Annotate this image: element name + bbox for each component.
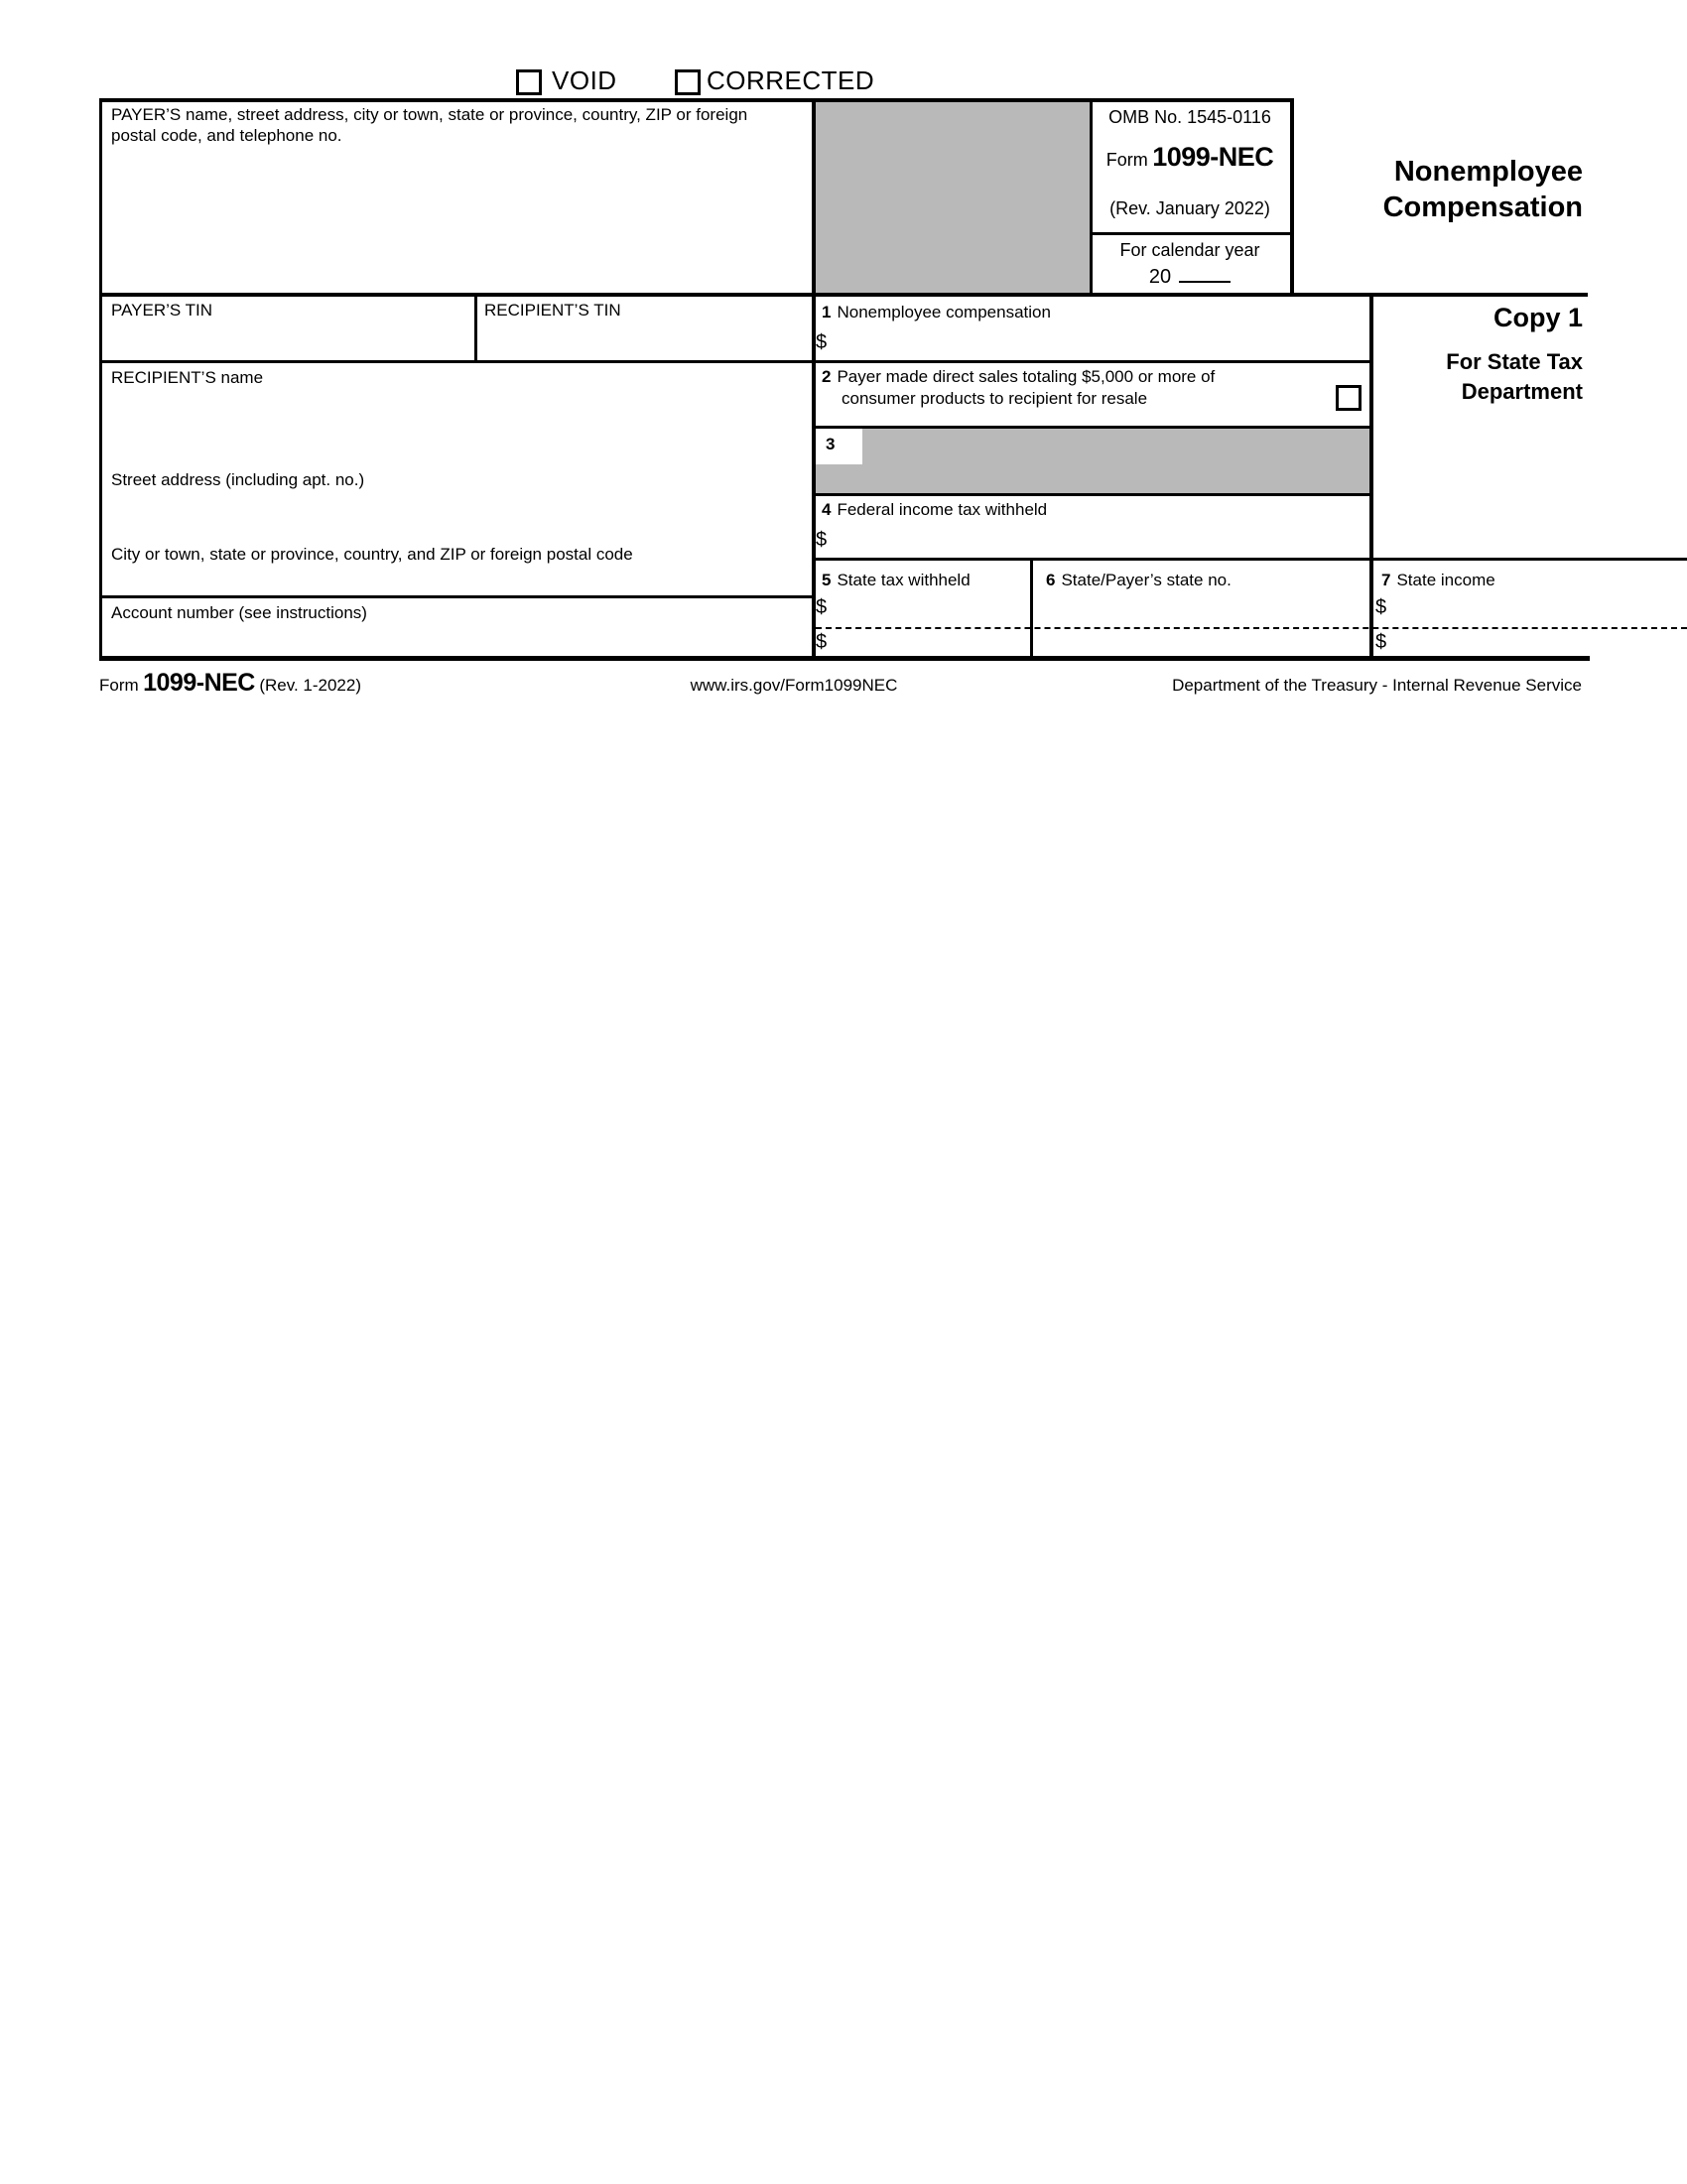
footer-form-id bbox=[99, 669, 361, 698]
calendar-year-entry[interactable] bbox=[1090, 261, 1290, 289]
account-number-label: Account number (see instructions) bbox=[111, 603, 367, 622]
recipient-tin-label: RECIPIENT’S TIN bbox=[484, 301, 621, 320]
box7-amount-field-bottom[interactable] bbox=[1399, 630, 1677, 654]
line-row4 bbox=[812, 493, 1373, 496]
box5-dollar-sign-top: $ bbox=[816, 596, 828, 618]
calendar-year-prefix: 20 bbox=[1148, 266, 1172, 288]
box5-dollar-sign-bottom: $ bbox=[816, 631, 828, 653]
box2-number: 2 bbox=[822, 367, 832, 386]
box2-checkbox[interactable] bbox=[1336, 385, 1362, 411]
recipient-tin-field[interactable] bbox=[478, 320, 806, 357]
city-field[interactable] bbox=[103, 564, 806, 593]
border-bottom bbox=[99, 656, 1590, 661]
copy-label: Copy 1 bbox=[1492, 303, 1583, 332]
city-label: City or town, state or province, country, and ZIP or foreign postal code bbox=[111, 545, 633, 564]
form-title bbox=[1300, 154, 1583, 225]
box1-dollar-sign: $ bbox=[816, 331, 828, 353]
omb-number: OMB No. 1545-0116 bbox=[1108, 107, 1271, 127]
account-number-field[interactable] bbox=[103, 621, 806, 655]
line-row5 bbox=[812, 558, 1687, 561]
box6-state-field-top[interactable] bbox=[1038, 595, 1363, 623]
box4-amount-field[interactable] bbox=[839, 527, 1355, 555]
form-word: Form bbox=[1105, 150, 1148, 170]
box3-number-patch bbox=[815, 429, 862, 464]
void-label: VOID bbox=[552, 65, 617, 95]
payer-tin-field[interactable] bbox=[103, 320, 470, 357]
box6-state-field-bottom[interactable] bbox=[1038, 630, 1363, 654]
footer-form-word: Form bbox=[99, 676, 139, 695]
line-tin-divider bbox=[474, 293, 477, 362]
box7-number: 7 bbox=[1381, 571, 1391, 589]
box4-number: 4 bbox=[822, 500, 832, 519]
form-revision: (Rev. January 2022) bbox=[1109, 198, 1270, 218]
line-state-dashed bbox=[816, 627, 1687, 629]
footer-revision: (Rev. 1-2022) bbox=[259, 676, 361, 695]
border-left bbox=[99, 98, 102, 660]
recipient-name-field[interactable] bbox=[103, 383, 806, 462]
form-title-line1: Nonemployee bbox=[1393, 156, 1583, 188]
line-row1 bbox=[99, 293, 1588, 297]
shaded-area-top bbox=[815, 101, 1090, 294]
box6-label: 6 State/Payer’s state no. bbox=[1046, 571, 1232, 589]
box7-dollar-sign-top: $ bbox=[1375, 596, 1387, 618]
form-number: 1099-NEC bbox=[1152, 142, 1274, 172]
box4-label: 4 Federal income tax withheld bbox=[822, 500, 1048, 519]
box2-label-line2: consumer products to recipient for resale bbox=[842, 389, 1148, 408]
footer-url[interactable]: www.irs.gov/Form1099NEC bbox=[690, 676, 898, 695]
line-omb-right bbox=[1290, 98, 1294, 295]
form-number-block bbox=[1090, 142, 1290, 173]
box5-number: 5 bbox=[822, 571, 832, 589]
form-title-line2: Compensation bbox=[1382, 192, 1583, 223]
copy-destination-line1: For State Tax bbox=[1446, 349, 1583, 374]
box5-amount-field-top[interactable] bbox=[839, 595, 1022, 623]
line-row2 bbox=[99, 360, 1373, 363]
line-omb-divider bbox=[1090, 232, 1290, 235]
footer-form-number: 1099-NEC bbox=[143, 669, 255, 697]
box1-number: 1 bbox=[822, 303, 832, 321]
copy-destination-line2: Department bbox=[1461, 379, 1583, 404]
box4-dollar-sign: $ bbox=[816, 529, 828, 551]
corrected-checkbox[interactable] bbox=[675, 69, 701, 95]
box3-number: 3 bbox=[826, 435, 836, 453]
calendar-year-label: For calendar year bbox=[1119, 240, 1260, 260]
box1-label: 1 Nonemployee compensation bbox=[822, 303, 1051, 321]
box5-label: 5 State tax withheld bbox=[822, 571, 971, 589]
box7-dollar-sign-bottom: $ bbox=[1375, 631, 1387, 653]
payer-tin-label: PAYER’S TIN bbox=[111, 301, 213, 320]
payer-info-label: PAYER’S name, street address, city or town, state or province, country, ZIP or foreign postal code, and telephone no. bbox=[111, 105, 748, 145]
street-address-label: Street address (including apt. no.) bbox=[111, 470, 365, 489]
box1-amount-field[interactable] bbox=[839, 329, 1355, 357]
footer-department: Department of the Treasury - Internal Revenue Service bbox=[1172, 676, 1582, 695]
line-account-top bbox=[99, 595, 815, 598]
line-row3 bbox=[812, 426, 1373, 429]
line-box5-box6 bbox=[1030, 558, 1033, 658]
box5-amount-field-bottom[interactable] bbox=[839, 630, 1022, 654]
box6-number: 6 bbox=[1046, 571, 1056, 589]
shaded-area-box3 bbox=[815, 429, 1369, 494]
recipient-name-label: RECIPIENT’S name bbox=[111, 368, 264, 387]
corrected-label: CORRECTED bbox=[707, 65, 875, 95]
line-main-divider bbox=[812, 98, 816, 660]
box2-label-line1: 2 Payer made direct sales totaling $5,000 or more of bbox=[822, 367, 1216, 386]
street-address-field[interactable] bbox=[103, 488, 806, 538]
box7-amount-field-top[interactable] bbox=[1399, 595, 1677, 623]
box7-label: 7 State income bbox=[1381, 571, 1495, 589]
copy-destination bbox=[1369, 347, 1583, 407]
calendar-year-blank[interactable] bbox=[1179, 261, 1231, 283]
void-checkbox[interactable] bbox=[516, 69, 542, 95]
